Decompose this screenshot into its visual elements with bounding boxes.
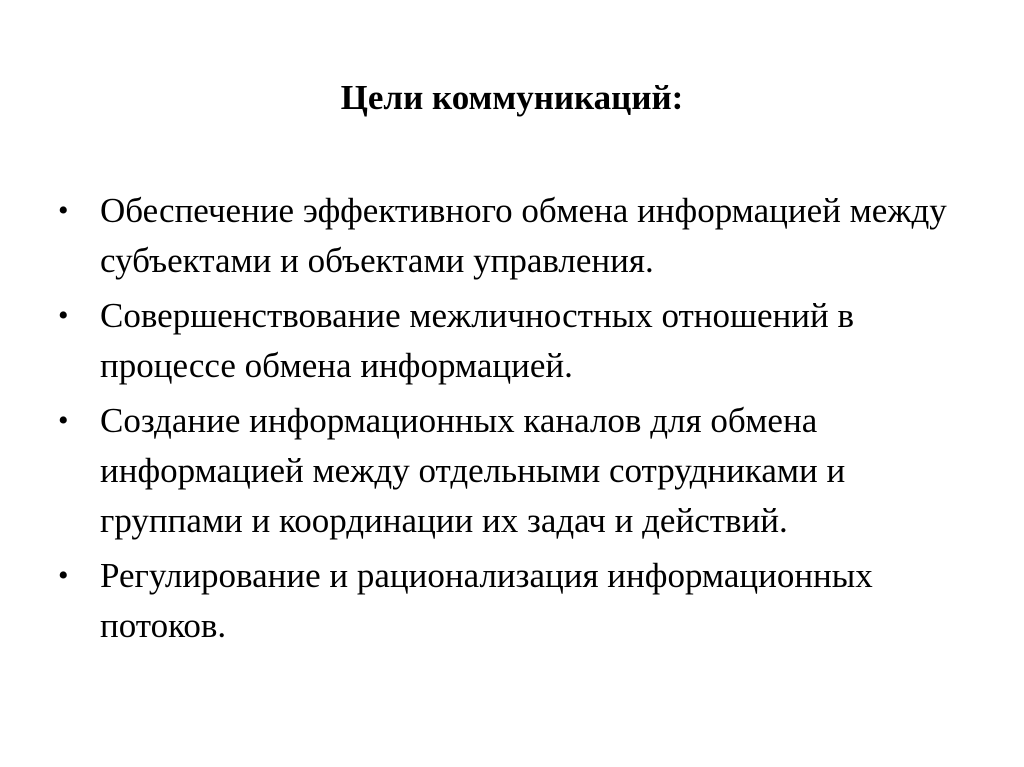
bullet-text: Создание информационных каналов для обмена информацией между отдельными сотрудниками и группами и координации их задач и действий.	[100, 401, 846, 540]
bullet-item	[58, 396, 978, 546]
bullet-icon: •	[58, 404, 69, 437]
bullet-list	[58, 186, 978, 656]
bullet-text: Совершенствование межличностных отношений в процессе обмена информацией.	[100, 296, 854, 385]
bullet-icon: •	[58, 559, 69, 592]
bullet-icon: •	[58, 194, 69, 227]
slide-title: Цели коммуникаций:	[340, 78, 684, 117]
bullet-item	[58, 291, 978, 391]
bullet-icon: •	[58, 299, 69, 332]
bullet-text: Регулирование и рационализация информационных потоков.	[100, 556, 873, 645]
bullet-text: Обеспечение эффективного обмена информацией между субъектами и объектами управления.	[100, 191, 947, 280]
bullet-item	[58, 551, 978, 651]
bullet-item	[58, 186, 978, 286]
